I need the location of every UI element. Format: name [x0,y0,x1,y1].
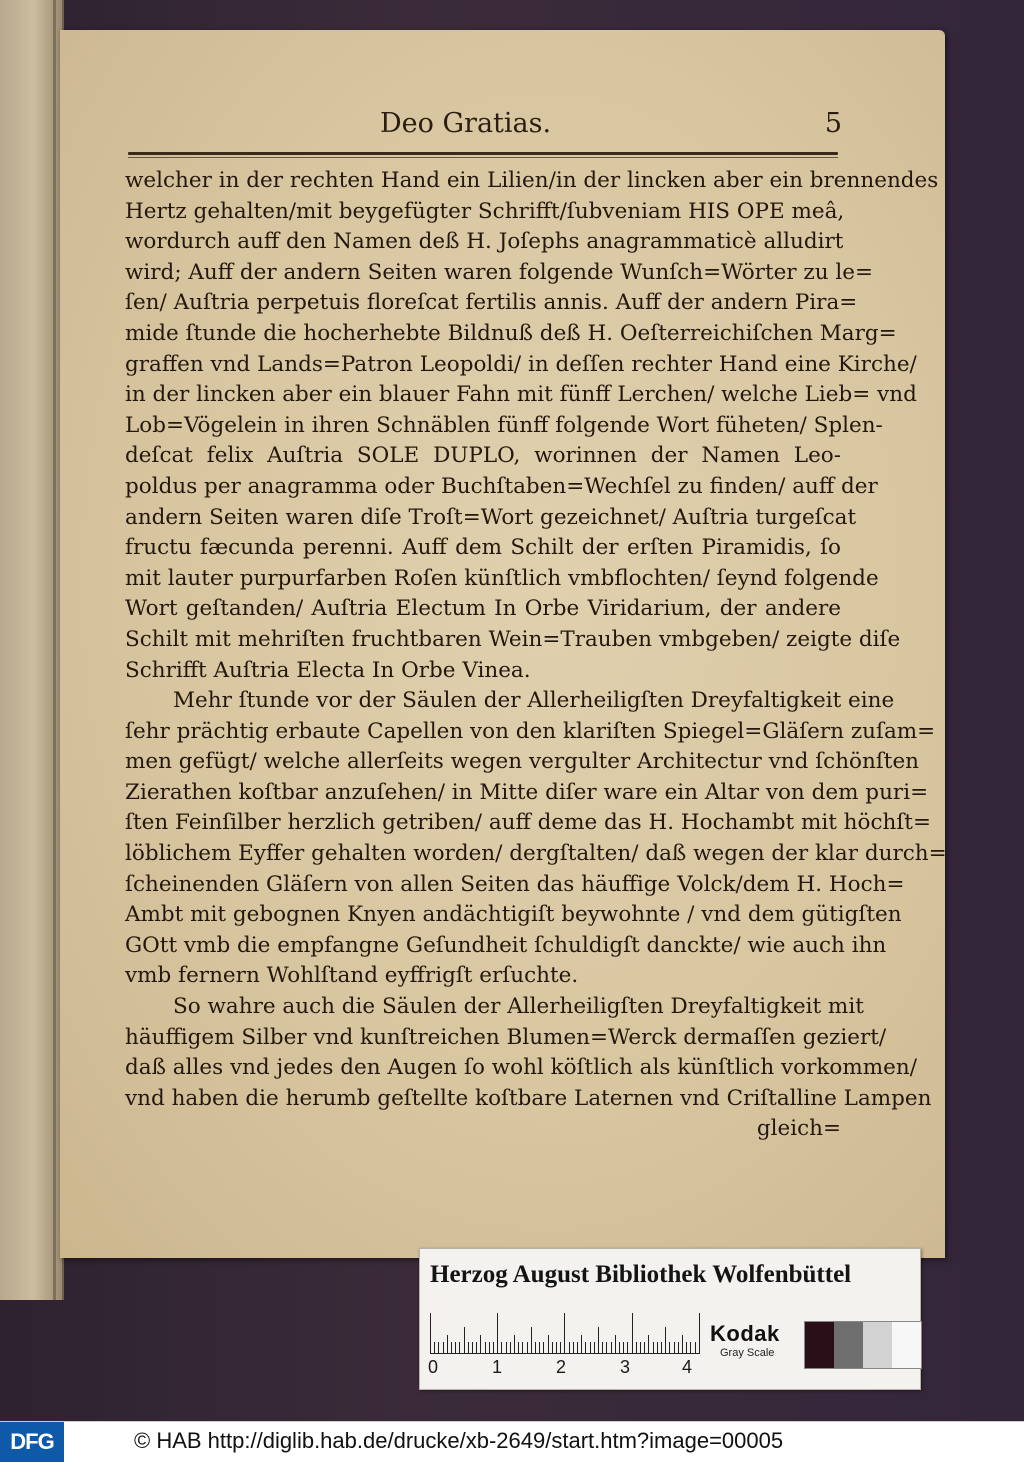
ruler-label: 4 [682,1357,693,1377]
ruler-tick [522,1342,523,1353]
ruler-tick [493,1342,494,1353]
text-line: Zierathen koſtbar anzuſehen/ in Mitte diſer ware ein Altar von dem puri= [125,779,929,805]
ruler-tick [506,1342,507,1353]
ruler-tick [514,1335,515,1353]
ruler-tick [594,1342,595,1353]
ruler-tick [623,1342,624,1353]
ruler-tick [653,1342,654,1353]
ruler-tick [564,1313,565,1353]
dfg-logo: DFG [0,1422,64,1462]
ruler-tick [661,1342,662,1353]
ruler-tick [447,1335,448,1353]
text-line: So wahre auch die Säulen der Allerheiligſten Dreyfaltigkeit mit [173,994,864,1020]
ruler-tick [443,1342,444,1353]
ruler-label: 2 [556,1357,567,1377]
page-number: 5 [824,108,842,139]
ruler-tick [518,1342,519,1353]
ruler-tick [686,1342,687,1353]
gray-patch [863,1322,892,1368]
page-header [122,108,842,148]
ruler-tick [636,1342,637,1353]
ruler-tick [497,1313,498,1353]
ruler-tick [556,1342,557,1353]
text-line: Hertz gehalten/mit beygefügter Schrifft/ſubveniam HIS OPE meâ, [125,198,845,224]
text-line: ſehr prächtig erbaute Capellen von den klariſten Spiegel=Gläſern zuſam= [125,718,936,744]
ruler-tick [480,1335,481,1353]
gray-patch [892,1322,921,1368]
ruler-label: 0 [428,1357,439,1377]
header-rule [128,152,838,155]
ruler-tick [459,1342,460,1353]
kodak-logo: Kodak [710,1321,780,1346]
gray-patch [834,1322,863,1368]
ruler-tick [611,1342,612,1353]
catchword: gleich= [756,1116,841,1142]
ruler-tick [674,1342,675,1353]
ruler-tick [699,1313,700,1353]
ruler-tick [510,1342,511,1353]
page-edge-shadow [53,0,56,1300]
ruler-scale [430,1313,700,1354]
gray-patch [805,1322,834,1368]
ruler-tick [451,1342,452,1353]
ruler-tick [434,1342,435,1353]
text-line: Wort geſtanden/ Auſtria Electum In Orbe Viridarium, der andere [125,596,841,622]
ruler-tick [585,1342,586,1353]
ruler-tick [548,1335,549,1353]
ruler-tick [531,1327,532,1353]
ruler-tick [560,1342,561,1353]
library-color-card [419,1248,921,1390]
ruler-tick [438,1342,439,1353]
copyright-link[interactable]: © HAB http://diglib.hab.de/drucke/xb-2649/start.htm?image=00005 [134,1428,784,1453]
text-line: löblichem Eyffer gehalten worden/ dergſtalten/ daß wegen der klar durch= [125,841,947,867]
ruler-tick [669,1342,670,1353]
footer-bar [0,1421,1024,1462]
text-line: mide ſtunde die hocherhebte Bildnuß deß H. Oeſterreichiſchen Marg= [125,320,897,346]
kodak-gray-scale-label: Gray Scale [720,1347,775,1359]
ruler-tick [476,1342,477,1353]
ruler-tick [581,1335,582,1353]
text-line: wird; Auff der andern Seiten waren folgende Wunſch=Wörter zu le= [125,259,874,285]
ruler-label: 1 [492,1357,503,1377]
text-line: ſcheinenden Gläſern von allen Seiten das häuffige Volck/dem H. Hoch= [125,871,905,897]
ruler-tick [619,1342,620,1353]
text-line: wordurch auff den Namen deß H. Joſephs anagrammaticè alludirt [125,229,844,255]
library-name: Herzog August Bibliothek Wolfenbüttel [430,1261,852,1288]
ruler-tick [543,1342,544,1353]
ruler-tick [665,1327,666,1353]
ruler-tick [640,1342,641,1353]
text-line: GOtt vmb die empfangne Geſundheit ſchuldigſt danckte/ wie auch ihn [125,932,887,958]
ruler-tick [569,1342,570,1353]
running-title: Deo Gratias. [380,108,552,139]
text-line: Schilt mit mehriſten fruchtbaren Wein=Trauben vmbgeben/ zeigte diſe [125,626,901,652]
ruler-tick [501,1342,502,1353]
ruler-tick [632,1313,633,1353]
text-line: Schrifft Auſtria Electa In Orbe Vinea. [125,657,531,683]
ruler-tick [590,1342,591,1353]
previous-page-edge [0,0,64,1300]
ruler-tick [615,1335,616,1353]
ruler-tick [472,1342,473,1353]
text-line: poldus per anagramma oder Buchſtaben=Wechſel zu finden/ auff der [125,473,878,499]
text-line: vmb fernern Wohlſtand eyffrigſt erſuchte. [125,963,579,989]
ruler-tick [535,1342,536,1353]
text-line: Lob=Vögelein in ihren Schnäblen fünff folgende Wort füheten/ Splen- [125,412,883,438]
text-line: Ambt mit gebognen Knyen andächtigiſt beywohnte / vnd dem gütigſten [125,902,902,928]
ruler-tick [573,1342,574,1353]
ruler-tick [602,1342,603,1353]
text-line: deſcat felix Auſtria SOLE DUPLO, worinnen der Namen Leo- [125,443,841,469]
text-line: vnd haben die herumb geſtellte koſtbare Laternen vnd Criſtalline Lampen [125,1085,932,1111]
text-line: ſen/ Auſtria perpetuis floreſcat fertilis annis. Auff der andern Pira= [125,290,858,316]
text-line: men gefügt/ welche allerſeits wegen vergulter Architectur vnd ſchönſten [125,749,920,775]
ruler-tick [690,1342,691,1353]
ruler-tick [430,1313,431,1353]
ruler-tick [468,1342,469,1353]
ruler-tick [678,1342,679,1353]
text-line: ſten Feinſilber herzlich getriben/ auff deme das H. Hochambt mit höchſt= [125,810,931,836]
text-line: daß alles vnd jedes den Augen ſo wohl köſtlich als künſtlich vorkommen/ [125,1055,917,1081]
ruler-tick [627,1342,628,1353]
text-line: in der lincken aber ein blauer Fahn mit fünff Lerchen/ welche Lieb= vnd [125,382,917,408]
text-line: häuffigem Silber vnd kunſtreichen Blumen=Werck dermaſſen geziert/ [125,1024,887,1050]
ruler-tick [539,1342,540,1353]
ruler-tick [455,1342,456,1353]
ruler-tick [695,1342,696,1353]
ruler-tick [606,1342,607,1353]
text-line: andern Seiten waren diſe Troſt=Wort gezeichnet/ Auſtria turgeſcat [125,504,857,530]
ruler-label: 3 [620,1357,631,1377]
body-text [125,166,947,1145]
ruler-tick [464,1327,465,1353]
ruler-tick [552,1342,553,1353]
ruler-tick [648,1335,649,1353]
text-line: welcher in der rechten Hand ein Lilien/in der lincken aber ein brennendes [125,168,939,193]
ruler-tick [485,1342,486,1353]
gray-scale-swatches [804,1321,922,1369]
ruler-tick [577,1342,578,1353]
text-line: Mehr ſtunde vor der Säulen der Allerheiligſten Dreyfaltigkeit eine [173,688,895,714]
ruler-tick [527,1342,528,1353]
ruler-tick [489,1342,490,1353]
ruler-tick [644,1342,645,1353]
ruler-tick [657,1342,658,1353]
text-line: fructu fæcunda perenni. Auff dem Schilt der erſten Piramidis, ſo [125,535,841,561]
ruler-tick [682,1335,683,1353]
text-line: mit lauter purpurfarben Roſen künſtlich vmbflochten/ ſeynd folgende [125,565,879,591]
ruler-tick [598,1327,599,1353]
text-line: graffen vnd Lands=Patron Leopoldi/ in deſſen rechter Hand eine Kirche/ [125,351,917,377]
